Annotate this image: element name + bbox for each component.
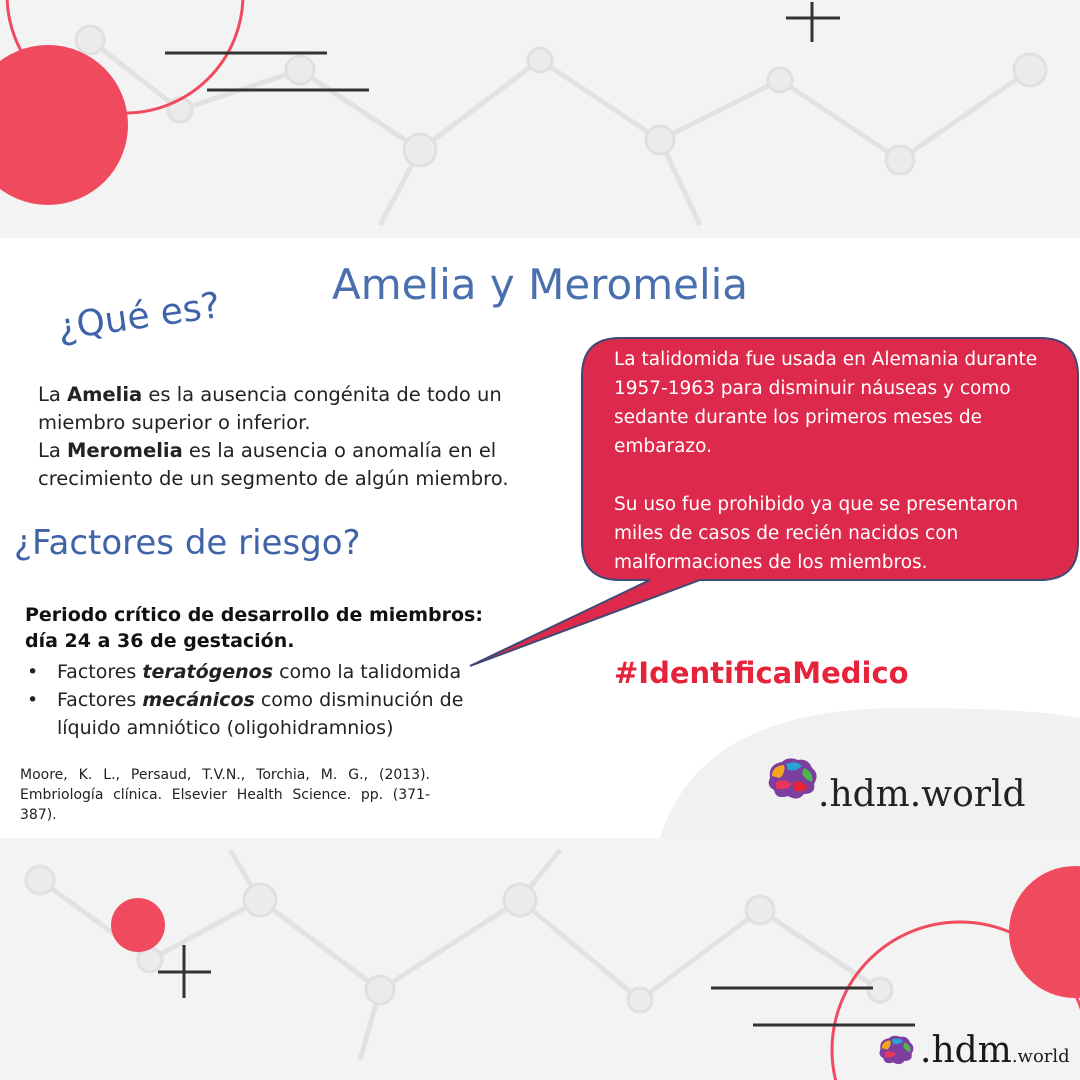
- footer-logo-suffix: .world: [1011, 1046, 1070, 1067]
- amelia-text: es la ausencia congénita de todo un miembro superior o inferior.: [38, 383, 502, 434]
- factor-emph: teratógenos: [142, 661, 274, 683]
- slide-panel: [0, 238, 1080, 838]
- footer-logo: [876, 1030, 1076, 1074]
- callout-paragraph-2: Su uso fue prohibido ya que se presentaron miles de casos de recién nacidos con malformaciones de los miembros.: [614, 494, 1019, 573]
- brain-logo-icon: [764, 756, 820, 804]
- bullet: •: [27, 661, 39, 683]
- factores-heading: ¿Factores de riesgo?: [14, 523, 361, 563]
- slide-title: Amelia y Meromelia: [331, 260, 749, 309]
- callout-paragraph-1: La talidomida fue usada en Alemania durante 1957-1963 para disminuir náuseas y como sedante durante los primeros meses de embarazo.: [614, 349, 1038, 457]
- logo-text: .hdm.world: [818, 774, 1026, 815]
- factor-prefix: Factores: [57, 689, 143, 711]
- amelia-term: Amelia: [67, 383, 143, 406]
- hdm-logo: [764, 756, 1024, 816]
- footer-logo-main: .hdm: [920, 1030, 1012, 1071]
- meromelia-prefix: La: [38, 439, 68, 462]
- periodo-critico: Periodo crítico de desarrollo de miembros: día 24 a 36 de gestación.: [25, 604, 483, 652]
- factor-suffix: como la talidomida: [273, 661, 462, 683]
- amelia-prefix: La: [38, 383, 68, 406]
- footer-logo-text: [920, 1030, 1070, 1071]
- que-es-heading: ¿Qué es?: [55, 285, 223, 349]
- callout-text: [614, 345, 1054, 606]
- meromelia-text: es la ausencia o anomalía en el crecimiento de un segmento de algún miembro.: [38, 439, 509, 490]
- factor-suffix: como disminución de líquido amniótico (oligohidramnios): [57, 689, 464, 739]
- citation: Moore, K. L., Persaud, T.V.N., Torchia, M. G., (2013). Embriología clínica. Elsevier Health Science. pp. (371-387).: [20, 767, 430, 823]
- hashtag: #IdentificaMedico: [614, 656, 909, 690]
- brain-logo-icon: [876, 1034, 916, 1068]
- bullet: •: [27, 689, 39, 711]
- meromelia-term: Meromelia: [67, 439, 183, 462]
- factor-prefix: Factores: [57, 661, 143, 683]
- factor-emph: mecánicos: [142, 689, 255, 711]
